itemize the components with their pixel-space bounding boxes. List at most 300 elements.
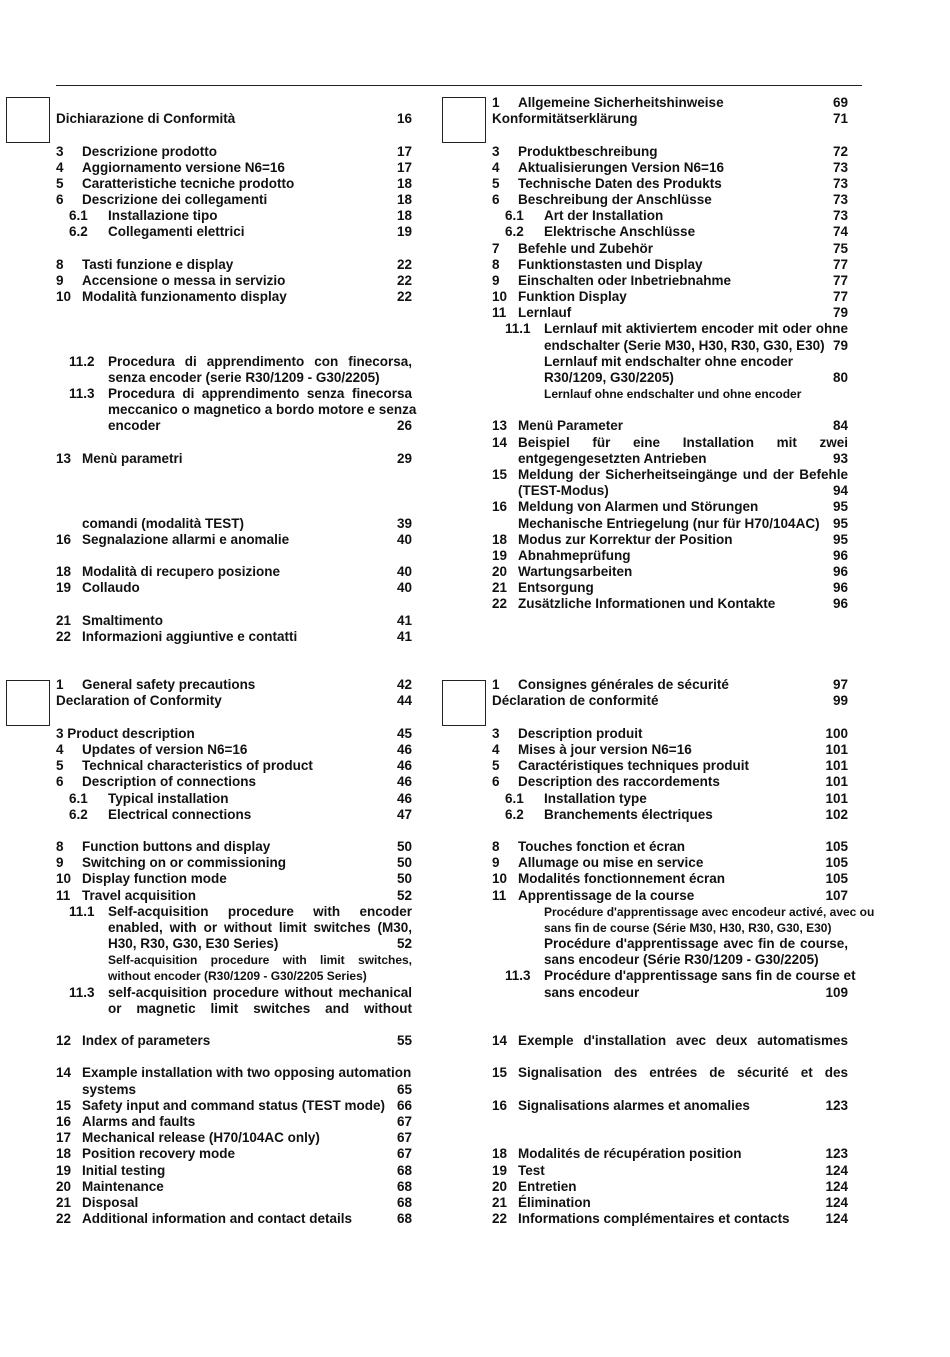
toc-entry-number: 9 xyxy=(56,273,64,288)
toc-entry-title: Maintenance xyxy=(82,1179,164,1194)
toc-entry-page: 52 xyxy=(396,888,412,903)
toc-entry-number: 20 xyxy=(492,1179,508,1194)
toc-entry-page: 109 xyxy=(825,985,848,1000)
toc-entry-page: 105 xyxy=(825,839,848,854)
toc-entry[interactable] xyxy=(492,693,848,709)
toc-entry-page: 46 xyxy=(396,758,412,773)
toc-entry[interactable] xyxy=(56,257,412,273)
toc-entry-number: 20 xyxy=(492,564,508,579)
toc-entry-number: 9 xyxy=(492,855,500,870)
toc-entry-number: 15 xyxy=(56,1098,72,1113)
toc-entry-title: Initial testing xyxy=(82,1163,166,1178)
toc-entry-number: 5 xyxy=(56,176,64,191)
toc-entry-title: Meldung von Alarmen und Störungen xyxy=(518,499,759,514)
toc-entry[interactable] xyxy=(492,467,848,483)
toc-entry[interactable] xyxy=(492,548,848,564)
toc-entry[interactable] xyxy=(56,580,412,596)
toc-entry-title: Tasti funzione e display xyxy=(82,257,234,272)
toc-entry-page: 96 xyxy=(832,580,848,595)
toc-entry-page: 105 xyxy=(825,871,848,886)
toc-entry-title: sans encodeur (Série R30/1209 - G30/2205) xyxy=(544,952,819,967)
toc-entry-number: 20 xyxy=(56,1179,72,1194)
toc-entry-page: 46 xyxy=(396,742,412,757)
toc-entry[interactable] xyxy=(56,888,412,904)
toc-entry-page: 73 xyxy=(832,192,848,207)
toc-entry[interactable] xyxy=(492,677,848,693)
toc-entry-page: 79 xyxy=(832,305,848,320)
toc-entry[interactable] xyxy=(56,952,412,968)
toc-entry-number: 11.3 xyxy=(69,386,95,401)
toc-entry[interactable] xyxy=(56,192,412,208)
toc-entry-number: 6.2 xyxy=(69,807,88,822)
toc-entry[interactable] xyxy=(492,920,848,936)
toc-entry[interactable] xyxy=(492,176,848,192)
toc-entry-page: 100 xyxy=(825,726,848,741)
toc-entry[interactable] xyxy=(492,1098,848,1114)
toc-entry[interactable] xyxy=(56,1001,412,1017)
toc-entry-page: 95 xyxy=(832,532,848,547)
toc-entry-title: Modalità di recupero posizione xyxy=(82,564,281,579)
toc-entry[interactable] xyxy=(56,451,412,467)
toc-entry-page: 77 xyxy=(832,273,848,288)
toc-entry-page: 18 xyxy=(396,208,412,223)
toc-entry-page: 46 xyxy=(396,774,412,789)
toc-entry-page: 41 xyxy=(396,629,412,644)
toc-entry-title: Self-acquisition procedure with encoder xyxy=(108,904,412,919)
toc-entry-number: 11.1 xyxy=(69,904,95,919)
toc-entry-number: 11.3 xyxy=(69,985,95,1000)
toc-entry-number: 22 xyxy=(492,596,508,611)
toc-entry-title: Wartungsarbeiten xyxy=(518,564,633,579)
toc-entry[interactable] xyxy=(56,1033,412,1049)
toc-entry[interactable] xyxy=(492,451,848,467)
toc-entry-title: meccanico o magnetico a bordo motore e senza xyxy=(108,402,417,417)
toc-entry[interactable] xyxy=(56,1130,412,1146)
toc-entry[interactable] xyxy=(492,807,848,823)
toc-entry[interactable] xyxy=(492,1146,848,1162)
toc-entry-title: Mechanische Entriegelung (nur für H70/104AC) xyxy=(518,516,820,531)
toc-entry-title: Modalités de récupération position xyxy=(518,1146,742,1161)
toc-entry-title: Caratteristiche tecniche prodotto xyxy=(82,176,295,191)
toc-entry-title: Descrizione prodotto xyxy=(82,144,218,159)
toc-entry[interactable] xyxy=(56,791,412,807)
toc-entry[interactable] xyxy=(56,1179,412,1195)
toc-entry-number: 14 xyxy=(492,1033,508,1048)
toc-entry-title: Description produit xyxy=(518,726,643,741)
toc-entry-title: Updates of version N6=16 xyxy=(82,742,248,757)
toc-entry-title: R30/1209, G30/2205) xyxy=(544,370,674,385)
toc-entry-number: 6.2 xyxy=(505,224,524,239)
toc-entry[interactable] xyxy=(492,791,848,807)
toc-entry-title: Index of parameters xyxy=(82,1033,211,1048)
toc-entry-title: Élimination xyxy=(518,1195,591,1210)
toc-entry-number: 17 xyxy=(56,1130,72,1145)
toc-entry[interactable] xyxy=(492,936,848,952)
toc-entry-number: 22 xyxy=(56,629,72,644)
toc-entry-number: 6 xyxy=(56,192,64,207)
toc-entry-page: 84 xyxy=(832,418,848,433)
toc-entry-number: 10 xyxy=(492,871,508,886)
toc-entry[interactable] xyxy=(56,289,412,305)
toc-entry[interactable] xyxy=(56,208,412,224)
toc-entry[interactable] xyxy=(492,532,848,548)
toc-entry-title: Procédure d'apprentissage avec fin de course, xyxy=(544,936,848,951)
toc-entry-page: 41 xyxy=(396,613,412,628)
toc-entry-page: 96 xyxy=(832,548,848,563)
toc-entry[interactable] xyxy=(56,1163,412,1179)
toc-entry[interactable] xyxy=(56,613,412,629)
toc-entry-page: 68 xyxy=(396,1211,412,1226)
toc-entry-title: Additional information and contact details xyxy=(82,1211,353,1226)
toc-entry-page: 101 xyxy=(825,774,848,789)
toc-entry-title: Modus zur Korrektur der Position xyxy=(518,532,733,547)
toc-entry-title: Accensione o messa in servizio xyxy=(82,273,286,288)
toc-entry[interactable] xyxy=(56,968,412,984)
toc-entry-page: 77 xyxy=(832,257,848,272)
toc-entry[interactable] xyxy=(56,402,417,418)
toc-entry[interactable] xyxy=(492,321,848,337)
toc-entry-title: Travel acquisition xyxy=(82,888,197,903)
toc-entry[interactable] xyxy=(56,1098,412,1114)
toc-entry-title: Mechanical release (H70/104AC only) xyxy=(82,1130,320,1145)
toc-entry-number: 6 xyxy=(492,192,500,207)
toc-entry-page: 50 xyxy=(396,871,412,886)
toc-entry-page: 26 xyxy=(396,418,412,433)
toc-entry-number: 9 xyxy=(56,855,64,870)
toc-entry-number: 6.2 xyxy=(505,807,524,822)
toc-entry[interactable] xyxy=(56,176,412,192)
toc-entry-number: 11 xyxy=(492,305,507,320)
toc-entry[interactable] xyxy=(492,435,848,451)
toc-entry-number: 10 xyxy=(492,289,508,304)
toc-entry[interactable] xyxy=(492,208,848,224)
toc-entry-page: 22 xyxy=(396,273,412,288)
toc-entry[interactable] xyxy=(56,1211,412,1227)
toc-entry-page: 105 xyxy=(825,855,848,870)
toc-entry[interactable] xyxy=(56,1082,412,1098)
toc-entry[interactable] xyxy=(492,305,848,321)
toc-entry-page: 39 xyxy=(396,516,412,531)
toc-entry[interactable] xyxy=(492,985,848,1001)
toc-entry-title: Switching on or commissioning xyxy=(82,855,287,870)
toc-entry[interactable] xyxy=(492,774,848,790)
toc-entry[interactable] xyxy=(492,839,848,855)
toc-entry[interactable] xyxy=(492,483,848,499)
toc-entry-page: 17 xyxy=(396,144,412,159)
toc-entry[interactable] xyxy=(492,580,848,596)
toc-entry[interactable] xyxy=(56,629,412,645)
toc-entry[interactable] xyxy=(492,1179,848,1195)
toc-entry[interactable] xyxy=(492,952,848,968)
toc-entry-page: 123 xyxy=(825,1098,848,1113)
toc-entry-number: 21 xyxy=(492,580,508,595)
toc-entry-number: 11.2 xyxy=(69,354,95,369)
toc-entry-title: Self-acquisition procedure with limit switches, xyxy=(108,953,412,967)
toc-entry-title: Procedura di apprendimento con finecorsa, xyxy=(108,354,412,369)
toc-entry[interactable] xyxy=(56,418,412,434)
toc-entry-title: sans encodeur xyxy=(544,985,640,1000)
toc-entry-title: endschalter (Serie M30, H30, R30, G30, E30) xyxy=(544,338,825,353)
toc-entry[interactable] xyxy=(492,224,848,240)
toc-entry-title: entgegengesetzten Antrieben xyxy=(518,451,707,466)
toc-entry[interactable] xyxy=(56,871,412,887)
toc-entry-page: 46 xyxy=(396,791,412,806)
toc-entry[interactable] xyxy=(56,855,412,871)
toc-entry[interactable] xyxy=(492,386,848,402)
toc-entry[interactable] xyxy=(492,1211,848,1227)
toc-entry-page: 47 xyxy=(396,807,412,822)
toc-entry[interactable] xyxy=(56,726,412,742)
toc-entry-page: 101 xyxy=(825,742,848,757)
toc-entry[interactable] xyxy=(56,564,412,580)
toc-entry[interactable] xyxy=(492,855,848,871)
toc-entry-number: 8 xyxy=(56,257,64,272)
toc-entry-title: self-acquisition procedure without mechanical xyxy=(108,985,412,1000)
toc-entry[interactable] xyxy=(56,936,412,952)
toc-entry[interactable] xyxy=(56,1146,412,1162)
header-rule xyxy=(56,85,862,86)
toc-entry[interactable] xyxy=(56,273,412,289)
toc-entry-number: 6 xyxy=(56,774,64,789)
toc-entry[interactable] xyxy=(492,338,848,354)
toc-entry-page: 71 xyxy=(832,111,848,126)
toc-entry[interactable] xyxy=(56,516,412,532)
toc-entry-title: Procedura di apprendimento senza finecorsa xyxy=(108,386,412,401)
toc-entry[interactable] xyxy=(56,1065,412,1081)
toc-entry[interactable] xyxy=(56,839,412,855)
toc-entry-number: 10 xyxy=(56,289,72,304)
toc-entry-number: 11 xyxy=(492,888,507,903)
toc-entry-title: Entretien xyxy=(518,1179,577,1194)
toc-entry-page: 80 xyxy=(832,370,848,385)
toc-entry-title: Lernlauf mit endschalter ohne encoder xyxy=(544,354,794,369)
toc-entry[interactable] xyxy=(56,224,412,240)
toc-entry-title: or magnetic limit switches and without xyxy=(108,1001,412,1016)
toc-entry-title: without encoder (R30/1209 - G30/2205 Series) xyxy=(108,969,367,983)
toc-entry-number: 16 xyxy=(492,1098,508,1113)
toc-entry[interactable] xyxy=(492,1195,848,1211)
toc-entry-number: 19 xyxy=(492,548,508,563)
french-section-marker xyxy=(442,680,486,726)
toc-entry-page: 18 xyxy=(396,176,412,191)
toc-entry-number: 21 xyxy=(56,1195,72,1210)
toc-entry[interactable] xyxy=(492,1033,848,1049)
toc-entry-title: Installation type xyxy=(544,791,647,806)
toc-entry-page: 19 xyxy=(396,224,412,239)
toc-entry[interactable] xyxy=(492,289,848,305)
toc-entry[interactable] xyxy=(492,871,848,887)
toc-entry-page: 40 xyxy=(396,580,412,595)
toc-entry[interactable] xyxy=(492,499,848,515)
toc-entry[interactable] xyxy=(56,920,412,936)
toc-entry[interactable] xyxy=(56,774,412,790)
toc-entry-number: 11 xyxy=(56,888,71,903)
toc-entry-title: Zusätzliche Informationen und Kontakte xyxy=(518,596,776,611)
toc-entry-number: 3 xyxy=(56,144,64,159)
toc-entry-number: 18 xyxy=(492,532,508,547)
toc-entry-title: Déclaration de conformité xyxy=(492,693,659,708)
toc-entry-title: Produktbeschreibung xyxy=(518,144,658,159)
toc-entry[interactable] xyxy=(492,241,848,257)
toc-entry-page: 107 xyxy=(825,888,848,903)
toc-entry[interactable] xyxy=(492,968,856,984)
toc-entry[interactable] xyxy=(492,758,848,774)
toc-entry-page: 75 xyxy=(832,241,848,256)
toc-entry-number: 14 xyxy=(56,1065,72,1080)
toc-entry-page: 50 xyxy=(396,839,412,854)
toc-entry[interactable] xyxy=(492,516,848,532)
toc-entry-title: Typical installation xyxy=(108,791,229,806)
toc-entry[interactable] xyxy=(492,1163,848,1179)
toc-entry[interactable] xyxy=(492,192,848,208)
toc-entry-page: 29 xyxy=(396,451,412,466)
toc-entry-page: 52 xyxy=(396,936,412,951)
toc-entry-number: 1 xyxy=(56,677,64,692)
toc-entry-page: 72 xyxy=(832,144,848,159)
toc-entry[interactable] xyxy=(492,370,848,386)
toc-entry-title: senza encoder (serie R30/1209 - G30/2205) xyxy=(108,370,380,385)
toc-entry-page: 67 xyxy=(396,1114,412,1129)
toc-entry-title: Entsorgung xyxy=(518,580,594,595)
toc-entry[interactable] xyxy=(492,257,848,273)
toc-entry-title: General safety precautions xyxy=(82,677,256,692)
german-section-marker xyxy=(442,97,486,143)
toc-entry-page: 97 xyxy=(832,677,848,692)
toc-entry-title: Modalità funzionamento display xyxy=(82,289,287,304)
toc-entry-title: Safety input and command status (TEST mode) xyxy=(82,1098,386,1113)
toc-entry-title: Test xyxy=(518,1163,545,1178)
toc-entry[interactable] xyxy=(56,144,412,160)
toc-entry-title: Consignes générales de sécurité xyxy=(518,677,729,692)
toc-entry-title: Aktualisierungen Version N6=16 xyxy=(518,160,724,175)
toc-entry-number: 7 xyxy=(492,241,500,256)
toc-entry[interactable] xyxy=(492,1065,848,1081)
toc-entry[interactable] xyxy=(492,273,848,289)
toc-entry-title: enabled, with or without limit switches (M30, xyxy=(108,920,412,935)
toc-entry-page: 68 xyxy=(396,1195,412,1210)
toc-entry-number: 6.1 xyxy=(69,791,88,806)
toc-entry-title: Description of connections xyxy=(82,774,257,789)
toc-entry-title: Befehle und Zubehör xyxy=(518,241,653,256)
toc-entry-number: 1 xyxy=(492,95,500,110)
toc-entry-number: 15 xyxy=(492,467,508,482)
toc-entry-title: Beispiel für eine Installation mit zwei xyxy=(518,435,848,450)
toc-entry-page: 96 xyxy=(832,564,848,579)
toc-entry-number: 6.1 xyxy=(505,791,524,806)
toc-entry-title: Elektrische Anschlüsse xyxy=(544,224,696,239)
toc-entry-page: 101 xyxy=(825,758,848,773)
toc-entry[interactable] xyxy=(492,888,848,904)
toc-entry-title: Allgemeine Sicherheitshinweise xyxy=(518,95,724,110)
toc-entry-number: 21 xyxy=(492,1195,508,1210)
toc-entry[interactable] xyxy=(492,564,848,580)
toc-entry-number: 13 xyxy=(56,451,72,466)
toc-entry-title: Abnahmeprüfung xyxy=(518,548,631,563)
toc-entry-title: Modalités fonctionnement écran xyxy=(518,871,726,886)
toc-entry[interactable] xyxy=(492,596,848,612)
toc-entry[interactable] xyxy=(56,354,412,370)
toc-entry-page: 22 xyxy=(396,257,412,272)
toc-entry[interactable] xyxy=(56,370,412,386)
toc-entry-title: Aggiornamento versione N6=16 xyxy=(82,160,285,175)
toc-entry-page: 18 xyxy=(396,192,412,207)
toc-entry[interactable] xyxy=(56,807,412,823)
toc-entry[interactable] xyxy=(492,354,848,370)
toc-entry[interactable] xyxy=(56,111,412,127)
toc-entry-title: sans fin de course (Série M30, H30, R30, G30, E30) xyxy=(544,921,832,935)
toc-entry-title: Lernlauf mit aktiviertem encoder mit oder ohne xyxy=(544,321,848,336)
toc-entry-title: Beschreibung der Anschlüsse xyxy=(518,192,712,207)
toc-entry-page: 77 xyxy=(832,289,848,304)
toc-entry[interactable] xyxy=(492,144,848,160)
toc-entry-page: 65 xyxy=(396,1082,412,1097)
toc-entry-number: 19 xyxy=(56,1163,72,1178)
toc-entry-page: 44 xyxy=(396,693,412,708)
toc-entry-title: Menù parametri xyxy=(82,451,183,466)
toc-entry-number: 5 xyxy=(56,758,64,773)
toc-entry-title: Konformitätserklärung xyxy=(492,111,638,126)
toc-entry[interactable] xyxy=(56,532,412,548)
toc-entry[interactable] xyxy=(56,904,412,920)
toc-entry[interactable] xyxy=(56,677,412,693)
toc-entry-number: 22 xyxy=(56,1211,72,1226)
italian-section-marker xyxy=(6,97,50,143)
toc-entry-number: 10 xyxy=(56,871,72,886)
toc-entry-title: Meldung der Sicherheitseingänge und der Befehle xyxy=(518,467,848,482)
toc-entry[interactable] xyxy=(492,742,848,758)
toc-entry-title: Menü Parameter xyxy=(518,418,624,433)
toc-entry-number: 18 xyxy=(56,564,72,579)
toc-entry-page: 67 xyxy=(396,1130,412,1145)
toc-entry[interactable] xyxy=(492,418,848,434)
toc-entry-number: 3 xyxy=(492,144,500,159)
toc-entry[interactable] xyxy=(56,386,412,402)
toc-entry[interactable] xyxy=(56,160,412,176)
toc-entry-page: 124 xyxy=(825,1179,848,1194)
toc-entry[interactable] xyxy=(492,904,875,920)
toc-entry-number: 18 xyxy=(56,1146,72,1161)
toc-entry-number: 6.1 xyxy=(69,208,88,223)
toc-entry-page: 73 xyxy=(832,208,848,223)
toc-entry[interactable] xyxy=(492,726,848,742)
toc-entry-title: systems xyxy=(82,1082,137,1097)
toc-entry-title: Procédure d'apprentissage avec encodeur activé, avec ou xyxy=(544,905,875,919)
toc-entry[interactable] xyxy=(56,742,412,758)
toc-entry[interactable] xyxy=(56,758,412,774)
toc-entry-number: 18 xyxy=(492,1146,508,1161)
toc-entry-page: 93 xyxy=(832,451,848,466)
toc-entry-title: Dichiarazione di Conformità xyxy=(56,111,236,126)
toc-entry-title: Segnalazione allarmi e anomalie xyxy=(82,532,290,547)
toc-entry-title: Caractéristiques techniques produit xyxy=(518,758,750,773)
toc-entry-number: 16 xyxy=(492,499,508,514)
toc-entry-page: 102 xyxy=(825,807,848,822)
toc-entry[interactable] xyxy=(492,160,848,176)
toc-entry-title: Disposal xyxy=(82,1195,139,1210)
toc-entry[interactable] xyxy=(56,693,412,709)
toc-entry-number: 14 xyxy=(492,435,508,450)
toc-entry-title: Touches fonction et écran xyxy=(518,839,686,854)
toc-entry-title: Allumage ou mise en service xyxy=(518,855,704,870)
toc-entry-number: 3 xyxy=(492,726,500,741)
toc-entry[interactable] xyxy=(492,95,848,111)
toc-entry[interactable] xyxy=(56,1195,412,1211)
toc-entry-page: 96 xyxy=(832,596,848,611)
toc-entry-title: Signalisations alarmes et anomalies xyxy=(518,1098,750,1113)
toc-entry[interactable] xyxy=(492,111,848,127)
toc-entry[interactable] xyxy=(56,985,412,1001)
toc-entry[interactable] xyxy=(56,1114,412,1130)
